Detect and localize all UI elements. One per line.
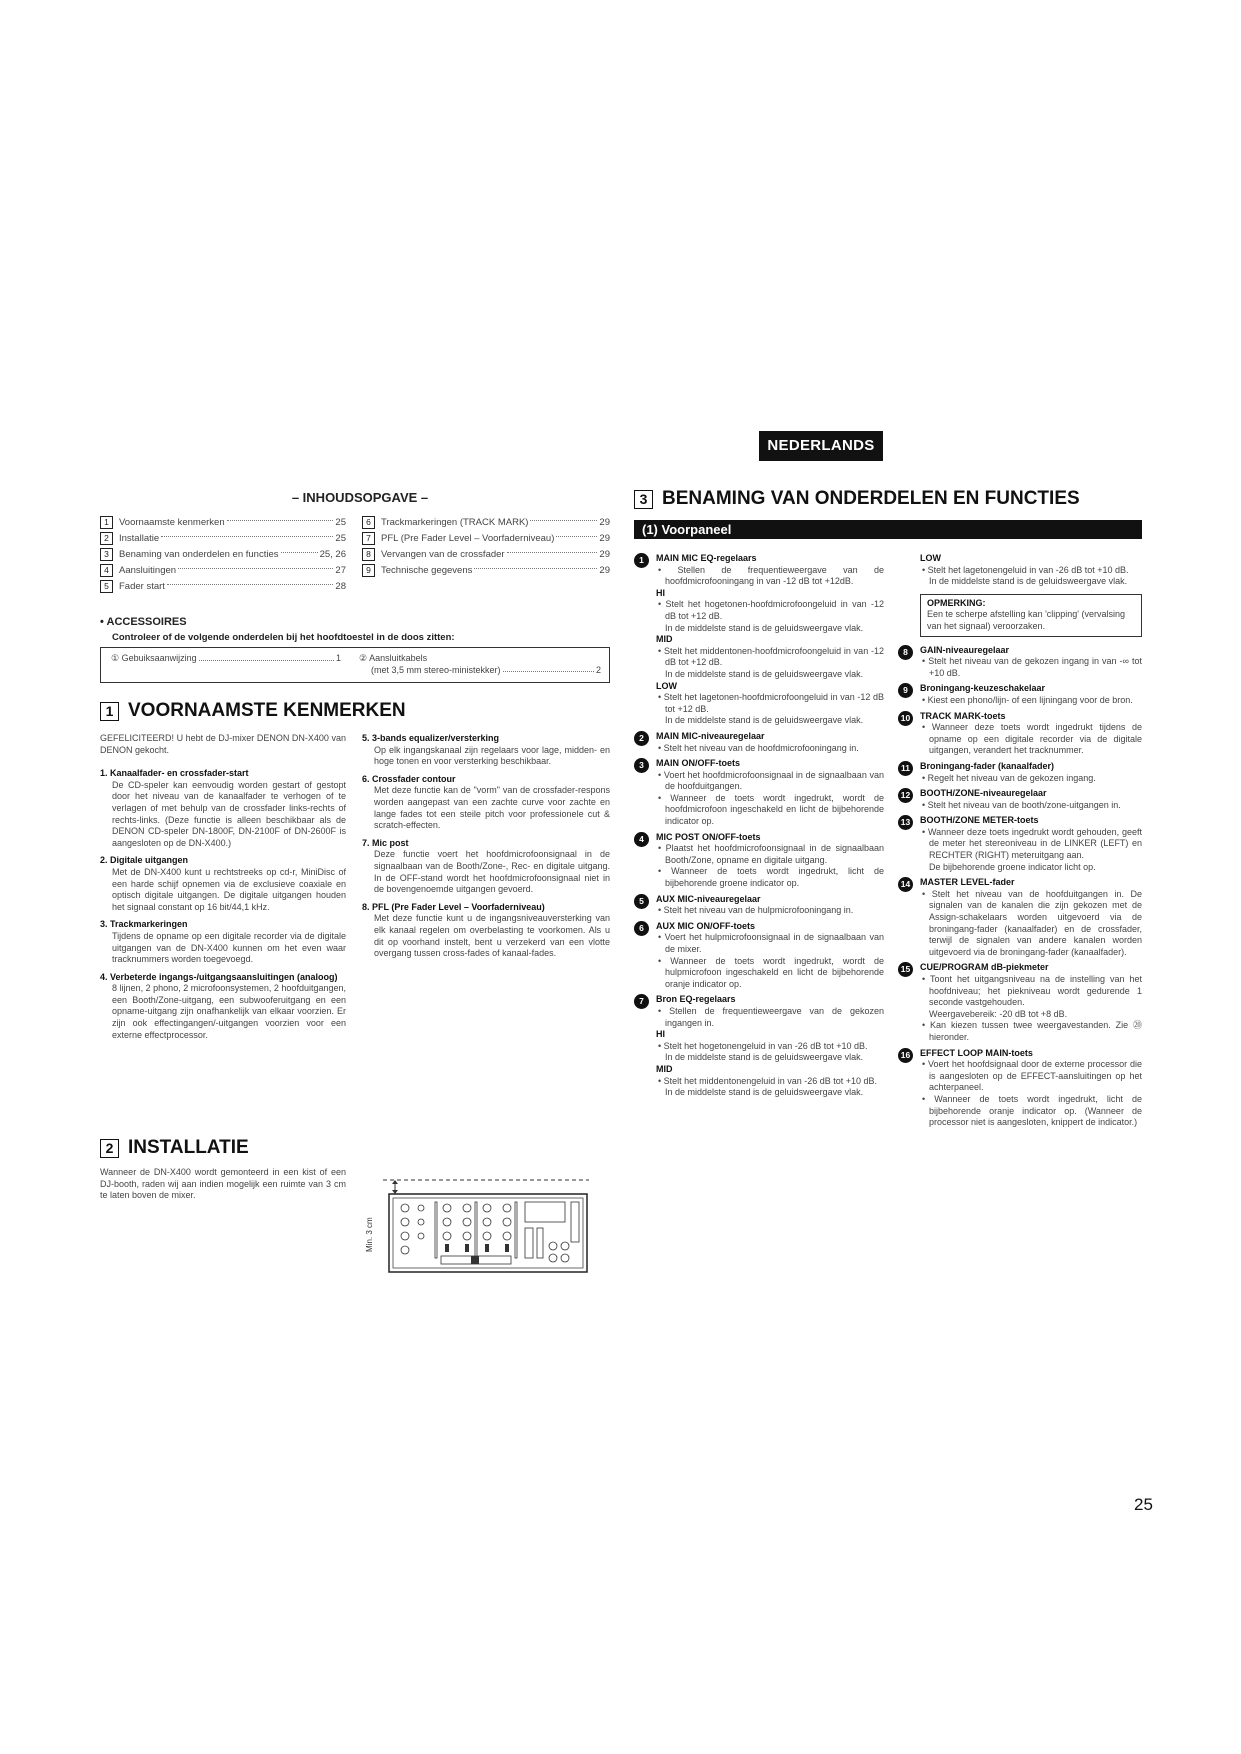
toc-item[interactable]: 2 Installatie 25 — [100, 530, 346, 546]
toc-title: – INHOUDSOPGAVE – — [291, 490, 429, 505]
note-text: Een te scherpe afstelling kan 'clipping' (vervalsing van het signaal) veroorzaken. — [927, 609, 1126, 631]
feature-heading: 2. Digitale uitgangen — [100, 855, 189, 866]
features-left-column — [100, 733, 346, 1047]
part-number-badge: 7 — [634, 994, 649, 1009]
feature-text: Tijdens de opname op een digitale recorder via de digitale uitgangen van de DN-X400 kunnen om het even waar tracknummers worden toegevoegd. — [112, 930, 346, 965]
page-number: 25 — [1134, 1495, 1153, 1514]
part-item: 10 TRACK MARK-toets • Wanneer deze toets wordt ingedrukt tijdens de opname op een digitale recorder via de digitale uitgangen, verandert het tracknummer. — [898, 711, 1142, 757]
toc-item[interactable]: 9 Technische gegevens 29 — [362, 562, 610, 578]
feature-text: 8 lijnen, 2 phono, 2 microfoonsystemen, 2 hoofduitgangen, een Booth/Zone-uitgang, een subwooferuitgang en een opname-uitgang zijn onafhankelijk van elkaar voorzien. Er zijn ook effectingangen/-uitgangen voorzien voor een externe effectprocessor. — [112, 983, 346, 1040]
feature-text: Deze functie voert het hoofdmicrofoonsignaal in de signaalbaan van de Booth/Zone-, Rec- en digitale uitgang. In de OFF-stand wordt het hoofdmicrofoonsignaal niet in de bovengenoemde uitgangen gevoerd. — [374, 849, 610, 895]
accessories-box — [100, 647, 610, 683]
part-item: 5 AUX MIC-niveauregelaar • Stelt het niveau van de hulpmicrofooningang in. — [634, 894, 884, 917]
toc-item[interactable]: 8 Vervangen van de crossfader 29 — [362, 546, 610, 562]
accessory-item: ② Aansluitkabels — [359, 653, 428, 663]
part-number-badge: 9 — [898, 683, 913, 698]
section-title: VOORNAAMSTE KENMERKEN — [128, 700, 406, 721]
feature-text: Met deze functie kan de "vorm" van de crossfader-respons worden aangepast van een zachte curve voor zachte en lange fades tot een steile pitch voor professionele cut & scratch-effecten. — [374, 785, 610, 831]
feature-heading: 5. 3-bands equalizer/versterking — [362, 733, 500, 743]
accessory-page: 1 — [335, 653, 341, 663]
feature-text: Met deze functie kunt u de ingangsniveauversterking van elk kanaal regelen om overbelasting te voorkomen. Als u dit op voorhand instelt, bent u verzekerd van een vlotte overgang tussen cross-fades of kanaal-fades. — [374, 913, 610, 959]
section-heading — [100, 1137, 249, 1159]
mixer-diagram — [365, 1176, 591, 1276]
part-item: 8 GAIN-niveauregelaar • Stelt het niveau van de gekozen ingang in van -∞ tot +10 dB. — [898, 645, 1142, 680]
toc-item[interactable]: 4 Aansluitingen 27 — [100, 562, 346, 578]
part-item: 7 Bron EQ-regelaars • Stellen de frequentieweergave van de gekozen ingangen in. HI • Stelt het hogetonengeluid in van -26 dB tot +10 dB. In de middelste stand is de geluidsweergave vlak. MID • Stelt het middentonengeluid in van -26 dB tot +10 dB. In de middelste stand is de geluidsweergave vlak. — [634, 994, 884, 1098]
part-item: 15 CUE/PROGRAM dB-piekmeter • Toont het uitgangsniveau na de instelling van het hoofdniveau; het piekniveau wordt gedurende 1 seconde vastgehouden. Weergavebereik: -20 dB tot +8 dB. • Kan kiezen tussen twee weergavestanden. Zie ⑳ hieronder. — [898, 962, 1142, 1043]
toc-item[interactable]: 7 PFL (Pre Fader Level – Voorfaderniveau) 29 — [362, 530, 610, 546]
part-item: 9 Broningang-keuzeschakelaar • Kiest een phono/lijn- of een lijningang voor de bron. — [898, 683, 1142, 706]
section-title: BENAMING VAN ONDERDELEN EN FUNCTIES — [662, 488, 1080, 509]
subsection-bar: (1) Voorpaneel — [634, 520, 1142, 539]
toc-item[interactable]: 1 Voornaamste kenmerken 25 — [100, 514, 346, 530]
toc-item[interactable]: 6 Trackmarkeringen (TRACK MARK) 29 — [362, 514, 610, 530]
part-number-badge: 13 — [898, 815, 913, 830]
section-title: INSTALLATIE — [128, 1137, 249, 1158]
part-item: 2 MAIN MIC-niveauregelaar • Stelt het niveau van de hoofdmicrofooningang in. — [634, 731, 884, 754]
part-item: 16 EFFECT LOOP MAIN-toets • Voert het hoofdsignaal door de externe processor die is aangesloten op de EFFECT-aansluitingen op het achterpaneel. • Wanneer de toets wordt ingedrukt, licht de bijbehorende oranje indicator op. (Wanneer de processor niet is aangesloten, knippert de indicator.) — [898, 1048, 1142, 1129]
accessory-detail: (met 3,5 mm stereo-ministekker) — [371, 665, 501, 675]
toc-right-column — [362, 514, 610, 578]
note-heading: OPMERKING: — [927, 597, 986, 608]
accessories-subheading: Controleer of de volgende onderdelen bij het hoofdtoestel in de doos zitten: — [112, 632, 455, 643]
part-number-badge: 11 — [898, 761, 913, 776]
accessory-item: ① Gebuiksaanwijzing — [111, 653, 197, 663]
accessories-heading: • ACCESSOIRES — [100, 616, 187, 628]
part-item: 12 BOOTH/ZONE-niveauregelaar • Stelt het niveau van de booth/zone-uitgangen in. — [898, 788, 1142, 811]
part-number-badge: 5 — [634, 894, 649, 909]
part-item: 13 BOOTH/ZONE METER-toets • Wanneer deze toets ingedrukt wordt gehouden, geeft de meter het stereoniveau in de LINKER (LEFT) en RECHTER (RIGHT) meteruitgang aan. De bijbehorende groene indicator licht op. — [898, 815, 1142, 873]
part-number-badge: 10 — [898, 711, 913, 726]
feature-text: Op elk ingangskanaal zijn regelaars voor lage, midden- en hoge tonen en voor versterking beschikbaar. — [374, 744, 610, 767]
feature-heading: 7. Mic post — [362, 837, 409, 848]
feature-text: De CD-speler kan eenvoudig worden gestart of gestopt door het niveau van de kanaalfader te verhogen of te verlagen of met behulp van de crossfader links-rechts of rechts-links. (Deze functie is alleen beschikbaar als de DENON CD-speler DN-1800F, DN-2100F of DN-2600F is aangesloten op de DN-X400.) — [112, 779, 346, 848]
feature-heading: 8. PFL (Pre Fader Level – Voorfaderniveau) — [362, 901, 545, 912]
feature-heading: 4. Verbeterde ingangs-/uitgangsaansluitingen (analoog) — [100, 971, 338, 982]
feature-heading: 3. Trackmarkeringen — [100, 919, 188, 930]
part-item: 3 MAIN ON/OFF-toets • Voert het hoofdmicrofoonsignaal in de signaalbaan van de hoofduitgangen. • Wanneer de toets wordt ingedrukt, wordt de hoofdmicrofoon ingeschakeld en licht de bijbehorende indicator op. — [634, 758, 884, 828]
section-number: 3 — [634, 490, 653, 509]
toc-item[interactable]: 5 Fader start 28 — [100, 578, 346, 594]
part-item: 6 AUX MIC ON/OFF-toets • Voert het hulpmicrofoonsignaal in de signaalbaan van de mixer. • Wanneer de toets wordt ingedrukt, wordt de hulpmicrofoon ingeschakeld en licht de bijbehorende oranje indicator op. — [634, 921, 884, 991]
clearance-label: Min. 3 cm — [365, 1217, 374, 1252]
language-tab: NEDERLANDS — [759, 431, 883, 461]
accessory-page: 2 — [595, 665, 601, 675]
part-number-badge: 14 — [898, 877, 913, 892]
toc-item[interactable]: 3 Benaming van onderdelen en functies 25, 26 — [100, 546, 346, 562]
part-item: 11 Broningang-fader (kanaalfader) • Regelt het niveau van de gekozen ingang. — [898, 761, 1142, 784]
part-number-badge: 4 — [634, 832, 649, 847]
part-item: 1 MAIN MIC EQ-regelaars • Stellen de frequentieweergave van de hoofdmicrofooningang in van -12 dB tot +12dB. HI • Stelt het hogetonen-hoofdmicrofoongeluid in van -12 dB tot +12 dB. In de middelste stand is de geluidsweergave vlak. MID • Stelt het middentonen-hoofdmicrofoongeluid in van -12 dB tot +12 dB. In de middelste stand is de geluidsweergave vlak. LOW • Stelt het lagetonen-hoofdmicrofoongeluid in van -12 dB tot +12 dB. In de middelste stand is de geluidsweergave vlak. — [634, 553, 884, 727]
part-number-badge: 12 — [898, 788, 913, 803]
part-number-badge: 6 — [634, 921, 649, 936]
part-number-badge: 3 — [634, 758, 649, 773]
parts-left-column — [634, 553, 884, 1103]
installation-text: Wanneer de DN-X400 wordt gemonteerd in een kist of een DJ-booth, raden wij aan indien mogelijk een ruimte van 3 cm te laten boven de mixer. — [100, 1167, 346, 1201]
part-number-badge: 2 — [634, 731, 649, 746]
part-number-badge: 8 — [898, 645, 913, 660]
section-number: 2 — [100, 1139, 119, 1158]
feature-heading: 6. Crossfader contour — [362, 773, 456, 784]
part-number-badge: 1 — [634, 553, 649, 568]
part-item: 4 MIC POST ON/OFF-toets • Plaatst het hoofdmicrofoonsignaal in de signaalbaan Booth/Zone, opname en digitale uitgang. • Wanneer de toets wordt ingedrukt, licht de bijbehorende groene indicator op. — [634, 832, 884, 890]
section-number: 1 — [100, 702, 119, 721]
intro-text: GEFELICITEERD! U hebt de DJ-mixer DENON DN-X400 van DENON gekocht. — [100, 733, 346, 755]
part-item: 14 MASTER LEVEL-fader • Stelt het niveau van de hoofduitgangen in. De signalen van de kanalen die zijn gekozen met de Assign-schakelaars worden uitgevoerd via de broningang-fader (kanaalfader) en de crossfader, terwijl de signalen van andere kanalen worden uitgevoerd via de broningang-fader (kanaalfader). — [898, 877, 1142, 958]
feature-heading: 1. Kanaalfader- en crossfader-start — [100, 768, 249, 779]
section-heading — [100, 700, 406, 722]
part-number-badge: 16 — [898, 1048, 913, 1063]
parts-right-column — [898, 553, 1142, 1133]
mixer-front-panel-illustration — [375, 1176, 591, 1276]
section-heading — [634, 488, 1080, 510]
features-right-column — [362, 733, 610, 966]
note-box — [920, 594, 1142, 637]
toc-left-column — [100, 514, 346, 594]
part-item: LOW • Stelt het lagetonengeluid in van -26 dB tot +10 dB. In de middelste stand is de geluidsweergave vlak. — [920, 553, 1129, 587]
feature-text: Met de DN-X400 kunt u rechtstreeks op cd-r, MiniDisc of een harde schijf opnemen via de exclusieve coaxiale en optisch digitale uitgangen. De digitale uitgangen houden het signaal constant op 16 bit/44,1 kHz. — [112, 866, 346, 912]
part-number-badge: 15 — [898, 962, 913, 977]
